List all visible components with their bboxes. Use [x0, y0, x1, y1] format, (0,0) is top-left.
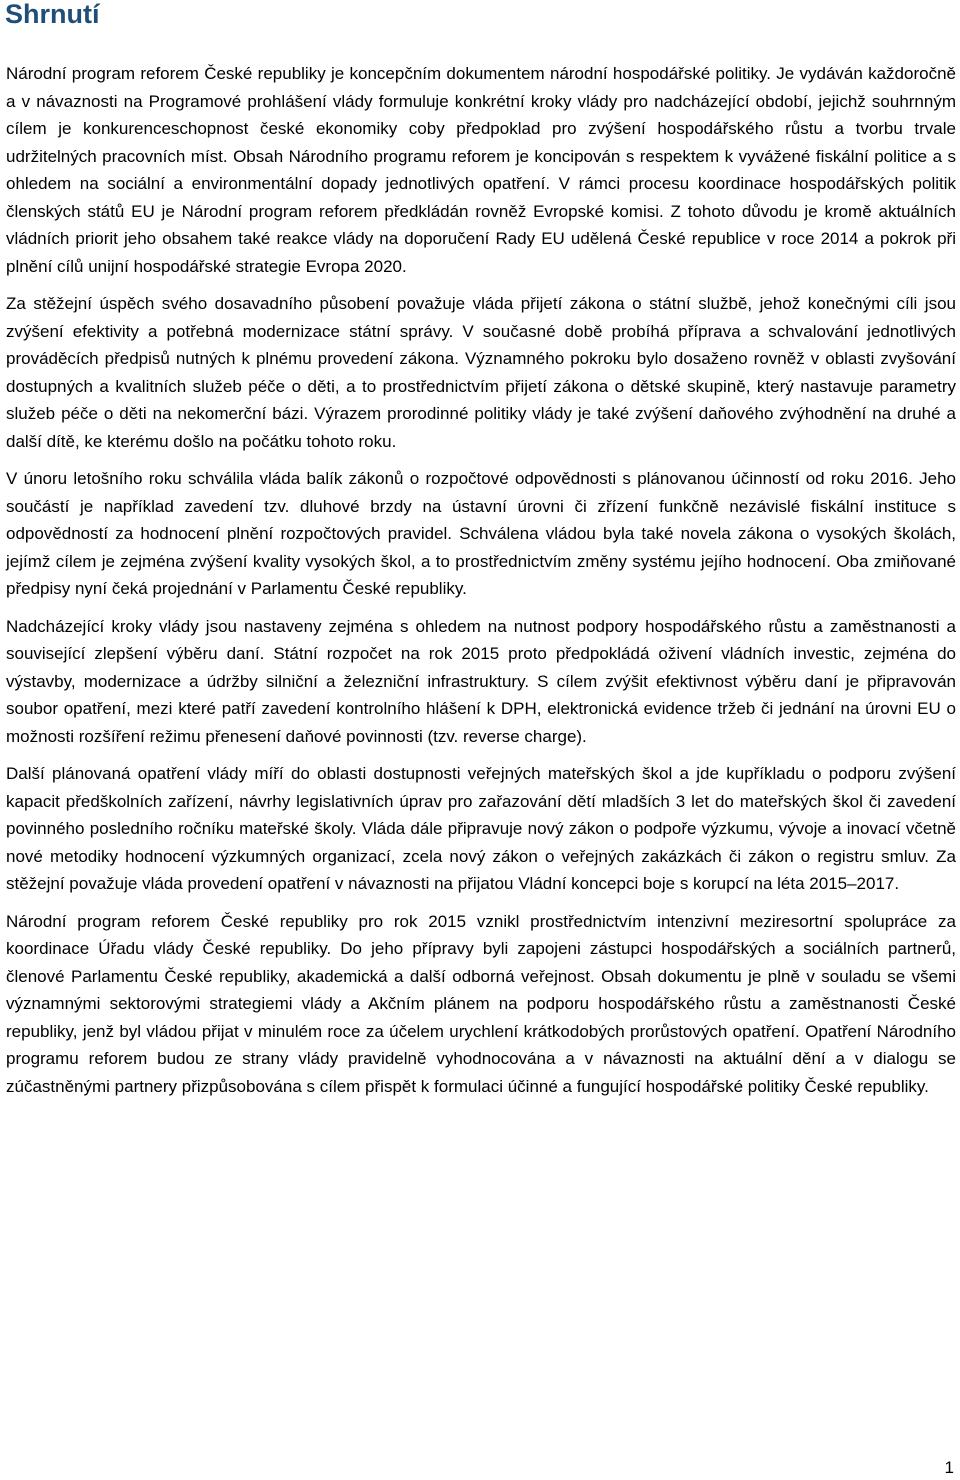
paragraph: Další plánovaná opatření vlády míří do oblasti dostupnosti veřejných mateřských škol a jde kupříkladu o podporu zvýšení kapacit předškolních zařízení, návrhy legislativních úprav pro zařazování dětí mladších 3 let do mateřských škol či zavedení povinného posledního ročníku mateřské školy. Vláda dále připravuje nový zákon o podpoře výzkumu, vývoje a inovací včetně nové metodiky hodnocení výzkumných organizací, zcela nový zákon o veřejných zakázkách či zákon o registru smluv. Za stěžejní považuje vláda provedení opatření v návaznosti na přijatou Vládní koncepci boje s korupcí na léta 2015–2017. [6, 764, 956, 893]
paragraph: Národní program reforem České republiky je koncepčním dokumentem národní hospodářské politiky. Je vydáván každoročně a v návaznosti na Programové prohlášení vlády formuluje konkrétní kroky vlády pro nadcházející období, jejichž souhrnným cílem je konkurenceschopnost české ekonomiky coby předpoklad pro zvýšení hospodářského růstu a tvorbu trvale udržitelných pracovních míst. Obsah Národního programu reforem je koncipován s respektem k vyvážené fiskální politice a s ohledem na sociální a environmentální dopady jednotlivých opatření. V rámci procesu koordinace hospodářských politik členských států EU je Národní program reforem předkládán rovněž Evropské komisi. Z tohoto důvodu je kromě aktuálních vládních priorit jeho obsahem také reakce vlády na doporučení Rady EU udělená České republice v roce 2014 a pokrok při plnění cílů unijní hospodářské strategie Evropa 2020. [6, 64, 956, 276]
paragraph: Národní program reforem České republiky pro rok 2015 vznikl prostřednictvím intenzivní meziresortní spolupráce za koordinace Úřadu vlády České republiky. Do jeho přípravy byli zapojeni zástupci hospodářských a sociálních partnerů, členové Parlamentu České republiky, akademická a další odborná veřejnost. Obsah dokumentu je plně v souladu se všemi významnými sektorovými strategiemi vlády a Akčním plánem na podporu hospodářského růstu a zaměstnanosti České republiky, jenž byl vládou přijat v minulém roce za účelem urychlení krátkodobých prorůstových opatření. Opatření Národního programu reforem budou ze strany vlády pravidelně vyhodnocována a v návaznosti na aktuální dění a v dialogu se zúčastněnými partnery přizpůsobována s cílem přispět k formulaci účinné a fungující hospodářské politiky České republiky. [6, 911, 956, 1096]
paragraph: V únoru letošního roku schválila vláda balík zákonů o rozpočtové odpovědnosti s plánovanou účinností od roku 2016. Jeho součástí je například zavedení tzv. dluhové brzdy na ústavní úrovni či zřízení funkčně nezávislé fiskální instituce s odpovědností za hodnocení plnění rozpočtových pravidel. Schválena vládou byla také novela zákona o vysokých školách, jejímž cílem je zejména zvýšení kvality vysokých škol, a to prostřednictvím změny systému jejího hodnocení. Oba zmiňované předpisy nyní čeká projednání v Parlamentu České republiky. [6, 469, 956, 598]
section-heading: Shrnutí [5, 0, 100, 29]
paragraph: Za stěžejní úspěch svého dosavadního působení považuje vláda přijetí zákona o státní službě, jehož konečnými cíli jsou zvýšení efektivity a potřebná modernizace státní správy. V současné době probíhá příprava a schvalování jednotlivých prováděcích předpisů nutných k plnému provedení zákona. Významného pokroku bylo dosaženo rovněž v oblasti zvyšování dostupných a kvalitních služeb péče o děti, a to prostřednictvím přijetí zákona o dětské skupině, který nastavuje parametry služeb péče o děti na nekomerční bázi. Výrazem prorodinné politiky vlády je také zvýšení daňového zvýhodnění na druhé a další dítě, ke kterému došlo na počátku tohoto roku. [6, 294, 956, 451]
body-text [6, 60, 956, 1110]
paragraph: Nadcházející kroky vlády jsou nastaveny zejména s ohledem na nutnost podpory hospodářského růstu a zaměstnanosti a související zlepšení výběru daní. Státní rozpočet na rok 2015 proto předpokládá oživení vládních investic, zejména do výstavby, modernizace a údržby silniční a železniční infrastruktury. S cílem zvýšit efektivnost výběru daní je připravován soubor opatření, mezi které patří zavedení kontrolního hlášení k DPH, elektronická evidence tržeb či jednání na úrovni EU o možnosti rozšíření režimu přenesení daňové povinnosti (tzv. reverse charge). [6, 616, 956, 746]
page-number: 1 [944, 1458, 954, 1477]
